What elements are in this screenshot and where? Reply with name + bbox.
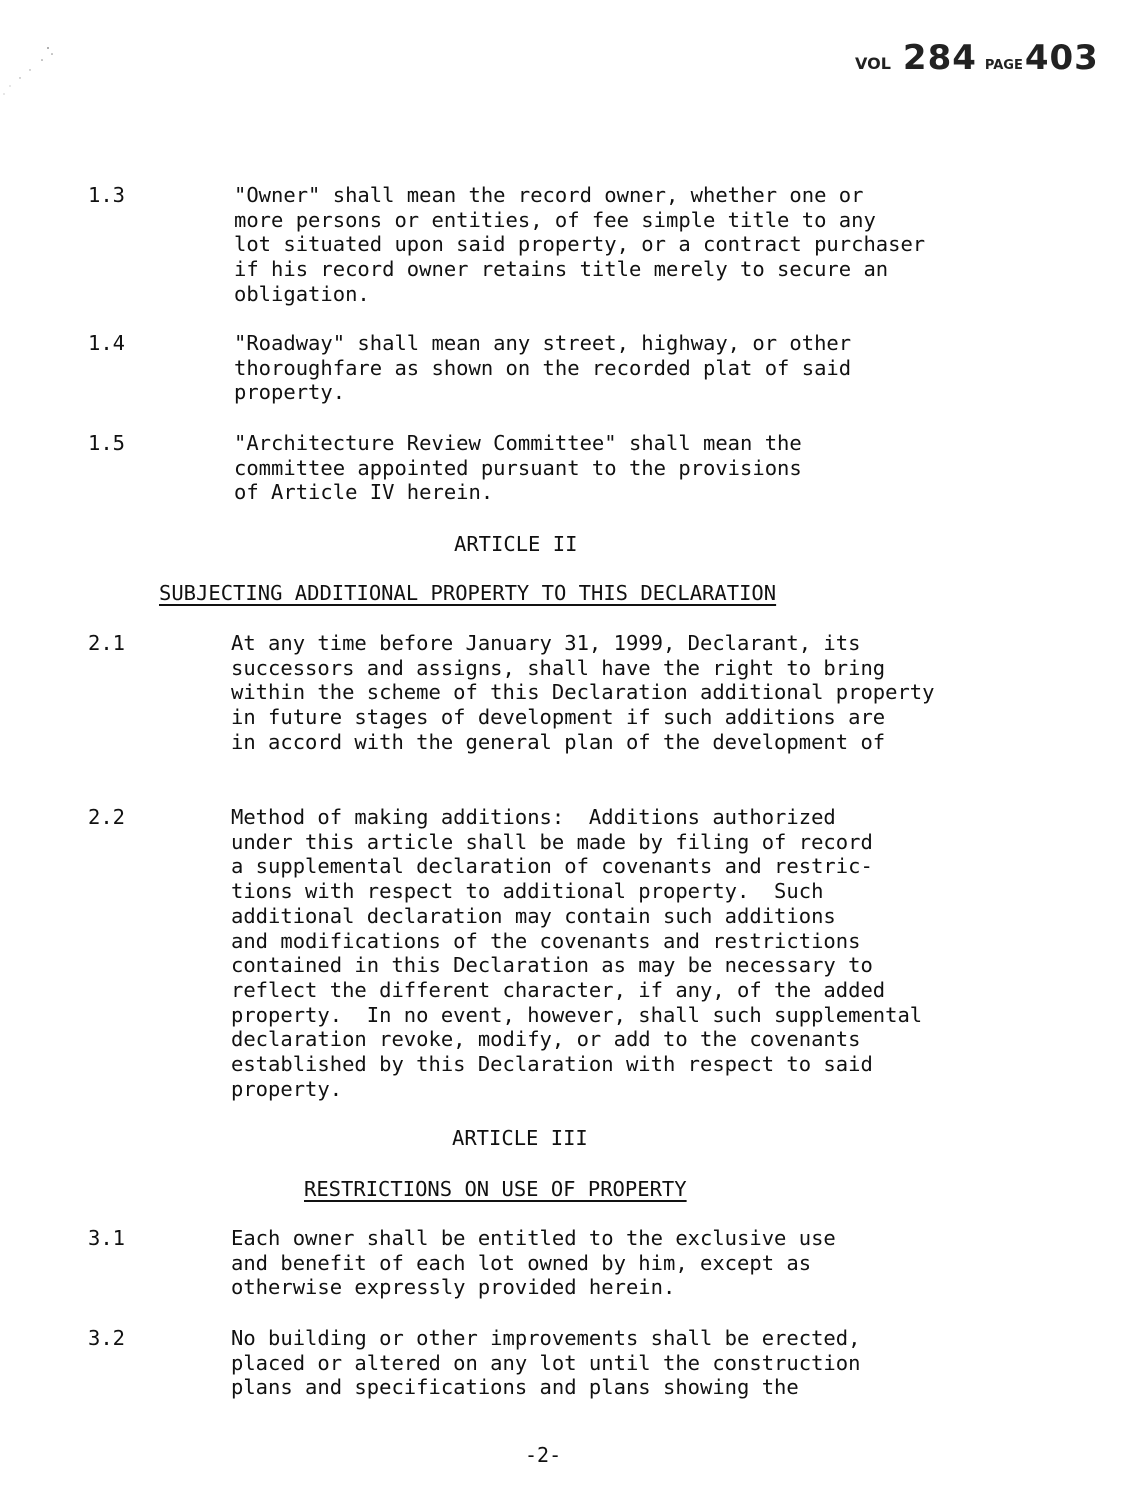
section-number: 1.3 [88,183,126,207]
section-number: 1.4 [88,331,126,355]
section-number: 3.2 [88,1326,126,1350]
page-label: PAGE [984,58,1023,73]
section-number: 3.1 [88,1226,126,1250]
volume-page-stamp [855,38,1099,88]
section-number: 1.5 [88,431,126,455]
article-iii-heading: ARTICLE III [452,1126,588,1150]
section-number: 2.2 [88,805,126,829]
section-text: Each owner shall be entitled to the exclusive use and benefit of each lot owned by him, except as otherwise expressly provided herein. [231,1226,836,1300]
article-ii-title [0,581,1128,605]
section-text: "Roadway" shall mean any street, highway, or other thoroughfare as shown on the recorded plat of said property. [234,331,852,405]
section-text: Method of making additions: Additions authorized under this article shall be made by filing of record a supplemental declaration of covenants and restric- tions with respect to additional property. Such additional declaration may contain such additions and modifications of the covenants and restrictions contained in this Declaration as may be necessary to reflect the different character, if any, of the added property. In no event, however, shall such supplemental declaration revoke, modify, or add to the covenants established by this Declaration with respect to said property. [231,805,923,1101]
volume-number: 284 [902,38,977,78]
section-text: "Architecture Review Committee" shall mean the committee appointed pursuant to the provisions of Article IV herein. [234,431,802,505]
stamp-page-number: 403 [1024,38,1099,78]
article-ii-heading: ARTICLE II [454,532,578,556]
scan-speck-marks [0,40,70,100]
article-iii-title [0,1177,1128,1201]
page-number: -2- [525,1443,562,1467]
article-ii-title-text: SUBJECTING ADDITIONAL PROPERTY TO THIS DECLARATION [159,581,777,605]
section-text: No building or other improvements shall be erected, placed or altered on any lot until the construction plans and specifications and plans showing the [231,1326,861,1400]
section-text: "Owner" shall mean the record owner, whether one or more persons or entities, of fee simple title to any lot situated upon said property, or a contract purchaser if his record owner retains title merely to secure an obligation. [234,183,926,306]
volume-label: VOL [855,54,891,73]
section-text: At any time before January 31, 1999, Declarant, its successors and assigns, shall have the right to bring within the scheme of this Declaration additional property in future stages of development if such additions are in accord with the general plan of the development of [231,631,935,754]
section-number: 2.1 [88,631,126,655]
article-iii-title-text: RESTRICTIONS ON USE OF PROPERTY [304,1177,687,1201]
